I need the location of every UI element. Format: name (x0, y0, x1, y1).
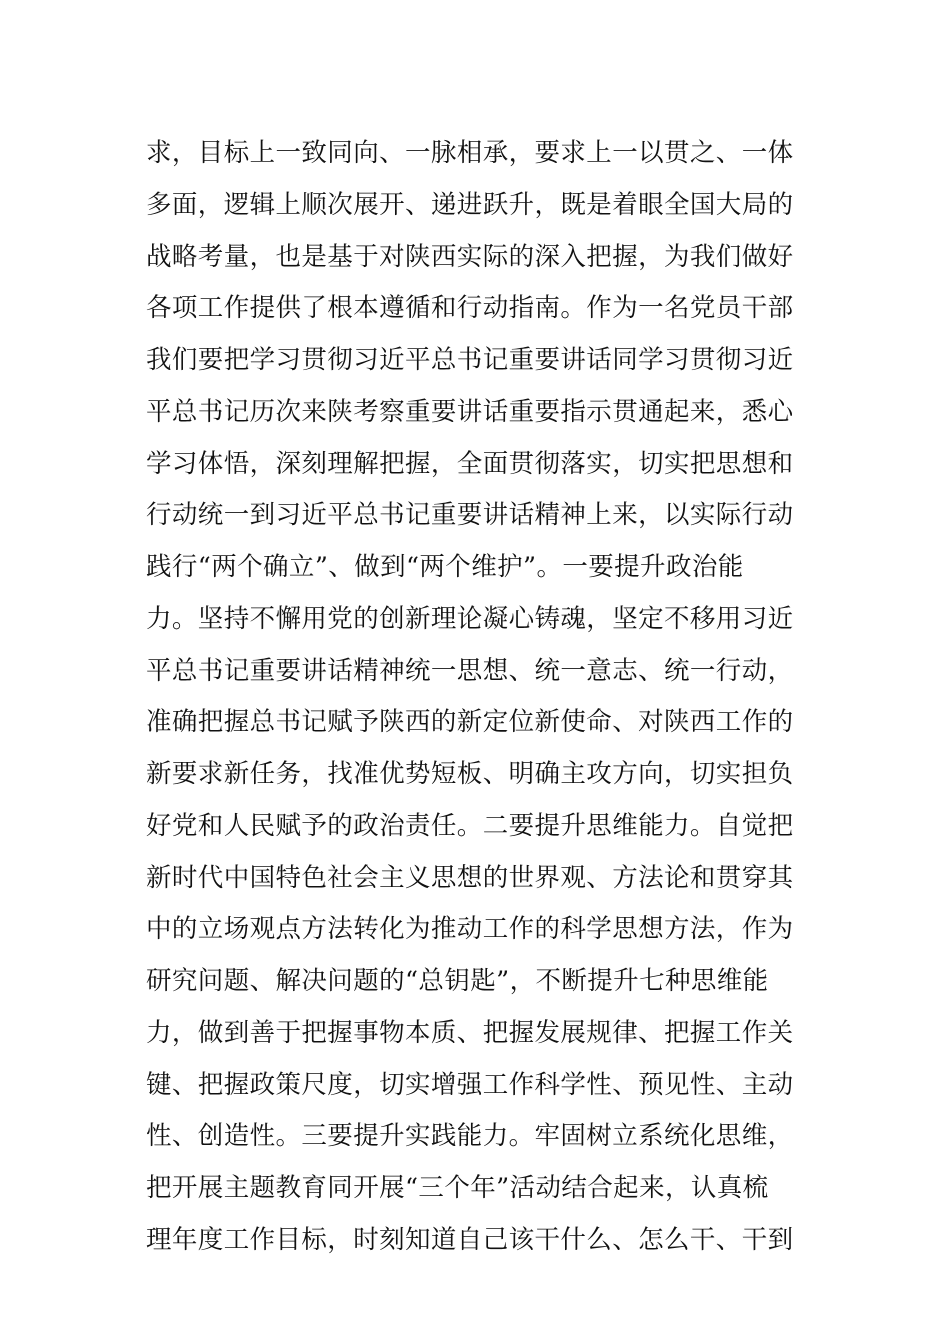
text-line: 我们要把学习贯彻习近平总书记重要讲话同学习贯彻习近 (146, 345, 794, 375)
text-line: 把开展主题教育同开展“三个年”活动结合起来，认真梳 (146, 1173, 769, 1203)
text-line: 求，目标上一致同向、一脉相承，要求上一以贯之、一体 (146, 138, 794, 168)
body-paragraph (146, 128, 816, 1267)
text-line: 准确把握总书记赋予陕西的新定位新使命、对陕西工作的 (146, 707, 794, 738)
text-line: 键、把握政策尺度，切实增强工作科学性、预见性、主动 (146, 1069, 794, 1100)
text-line: 平总书记重要讲话精神统一思想、统一意志、统一行动， (146, 655, 794, 686)
text-line: 行动统一到习近平总书记重要讲话精神上来，以实际行动 (146, 500, 794, 531)
text-line: 研究问题、解决问题的“总钥匙”，不断提升七种思维能 (146, 966, 769, 996)
text-line: 各项工作提供了根本遵循和行动指南。作为一名党员干部 (146, 293, 794, 324)
text-line: 中的立场观点方法转化为推动工作的科学思想方法，作为 (146, 914, 794, 945)
text-line: 践行“两个确立”、做到“两个维护”。一要提升政治能 (146, 552, 744, 582)
text-line: 好党和人民赋予的政治责任。二要提升思维能力。自觉把 (146, 810, 794, 841)
text-line: 多面，逻辑上顺次展开、递进跃升，既是着眼全国大局的 (146, 189, 794, 220)
text-line: 平总书记历次来陕考察重要讲话重要指示贯通起来，悉心 (146, 396, 794, 427)
text-line: 理年度工作目标，时刻知道自己该干什么、怎么干、干到 (146, 1224, 794, 1255)
text-line: 学习体悟，深刻理解把握，全面贯彻落实，切实把思想和 (146, 448, 794, 479)
text-line: 新要求新任务，找准优势短板、明确主攻方向，切实担负 (146, 759, 794, 789)
text-line: 新时代中国特色社会主义思想的世界观、方法论和贯穿其 (146, 862, 794, 893)
text-line: 力，做到善于把握事物本质、把握发展规律、把握工作关 (146, 1017, 794, 1048)
text-line: 战略考量，也是基于对陕西实际的深入把握，为我们做好 (146, 241, 794, 272)
text-line: 力。坚持不懈用党的创新理论凝心铸魂，坚定不移用习近 (146, 603, 794, 634)
text-line: 性、创造性。三要提升实践能力。牢固树立系统化思维， (146, 1121, 794, 1152)
